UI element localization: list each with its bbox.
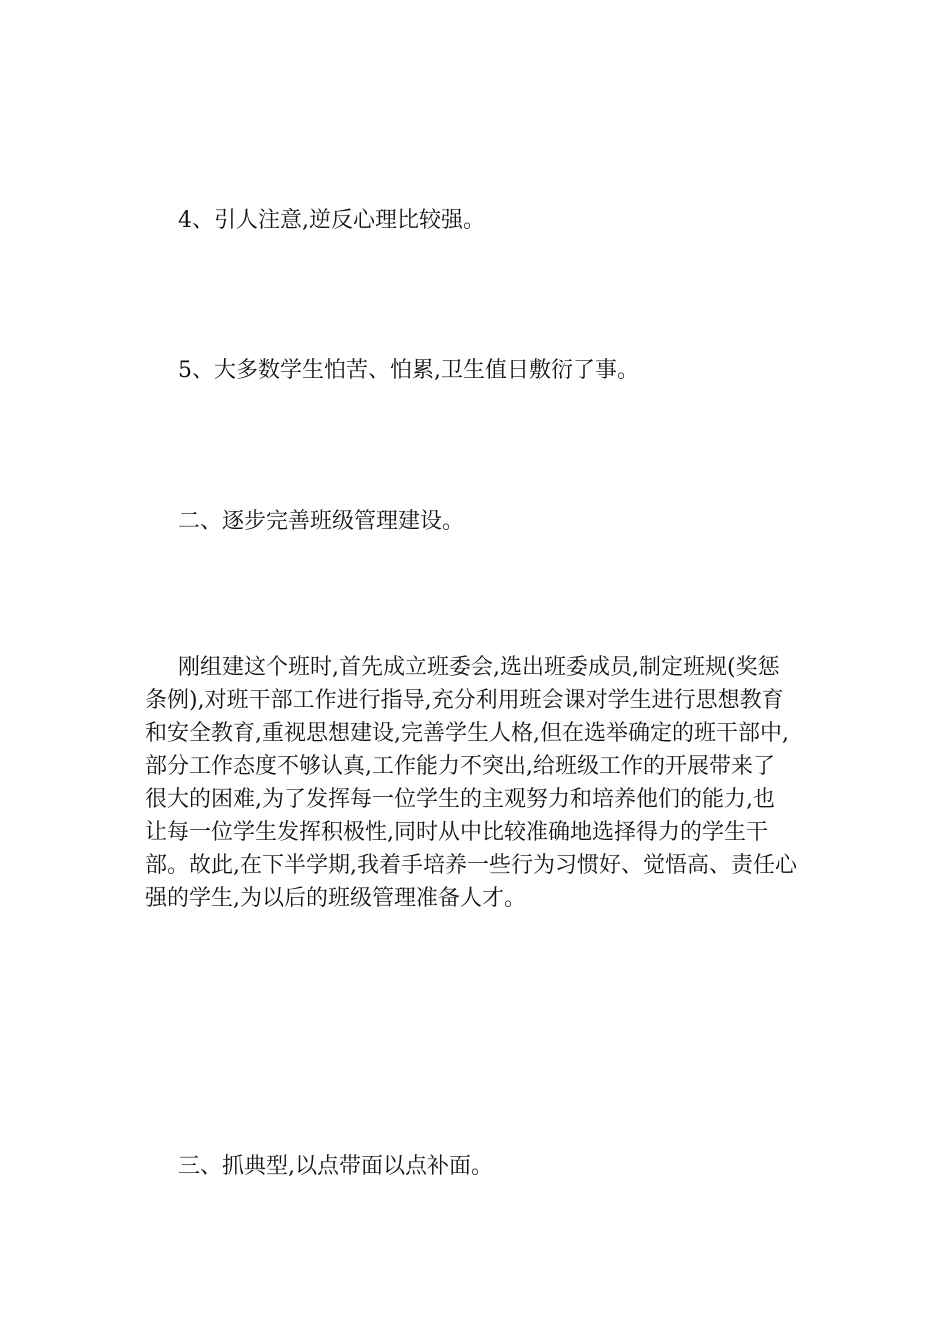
body-line: 条例),对班干部工作进行指导,充分利用班会课对学生进行思想教育 <box>145 688 784 713</box>
body-line: 刚组建这个班时,首先成立班委会,选出班委成员,制定班规(奖惩 <box>178 655 780 680</box>
section-heading-3: 三、抓典型,以点带面以点补面。 <box>178 1154 493 1179</box>
body-line: 部。故此,在下半学期,我着手培养一些行为习惯好、觉悟高、责任心 <box>145 853 797 878</box>
section-2-body-paragraph <box>145 651 810 915</box>
body-line: 让每一位学生发挥积极性,同时从中比较准确地选择得力的学生干 <box>145 820 768 845</box>
section-heading-2: 二、逐步完善班级管理建设。 <box>178 509 465 534</box>
body-line: 部分工作态度不够认真,工作能力不突出,给班级工作的开展带来了 <box>145 754 775 779</box>
body-line: 和安全教育,重视思想建设,完善学生人格,但在选举确定的班干部中, <box>145 721 789 746</box>
list-item-4: 4、引人注意,逆反心理比较强。 <box>178 208 485 233</box>
body-line: 强的学生,为以后的班级管理准备人才。 <box>145 886 526 911</box>
list-item-5: 5、大多数学生怕苦、怕累,卫生值日敷衍了事。 <box>178 358 639 383</box>
body-line: 很大的困难,为了发挥每一位学生的主观努力和培养他们的能力,也 <box>145 787 775 812</box>
